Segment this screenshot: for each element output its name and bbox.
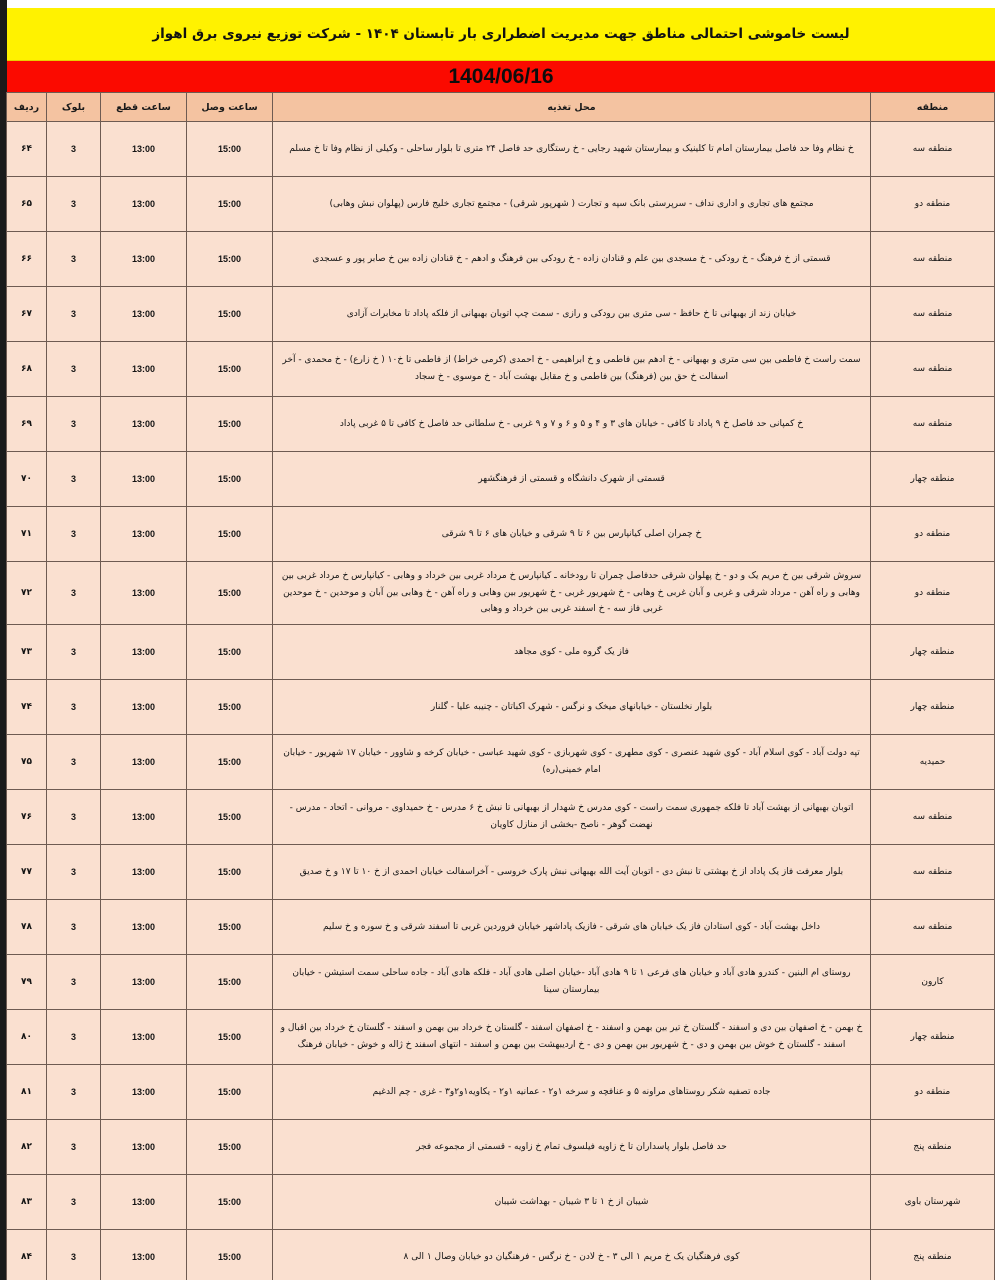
table-body bbox=[7, 122, 995, 1280]
row-cut-time: 13:00 bbox=[101, 342, 187, 397]
row-restore-time: 15:00 bbox=[187, 287, 273, 342]
row-description: اتوبان بهبهانی از بهشت آباد تا فلکه جمهوری سمت راست - کوی مدرس خ شهدار از بهبهانی تا نبش خ ۶ مدرس - خ حمیداوی - مروانی - اتحاد - مدرس - نهضت گوهر - ناصح -بخشی از منازل کاویان bbox=[273, 789, 871, 844]
row-restore-time: 15:00 bbox=[187, 1064, 273, 1119]
row-number: ۶۷ bbox=[7, 287, 47, 342]
row-number: ۷۰ bbox=[7, 452, 47, 507]
row-restore-time: 15:00 bbox=[187, 1229, 273, 1280]
row-restore-time: 15:00 bbox=[187, 789, 273, 844]
row-restore-time: 15:00 bbox=[187, 1174, 273, 1229]
row-description: روستای ام البنین - کندرو هادی آباد و خیابان های فرعی ۱ تا ۹ هادی آباد -خیابان اصلی هادی آباد - فلکه هادی آباد - جاده ساحلی سمت استیشن - خیابان بیمارستان سینا bbox=[273, 954, 871, 1009]
row-restore-time: 15:00 bbox=[187, 507, 273, 562]
row-region: منطقه سه bbox=[871, 232, 995, 287]
row-restore-time: 15:00 bbox=[187, 562, 273, 625]
column-header-region: منطقه bbox=[871, 93, 995, 122]
row-block: 3 bbox=[47, 1064, 101, 1119]
row-cut-time: 13:00 bbox=[101, 397, 187, 452]
row-restore-time: 15:00 bbox=[187, 452, 273, 507]
table-row bbox=[7, 789, 995, 844]
row-block: 3 bbox=[47, 287, 101, 342]
row-restore-time: 15:00 bbox=[187, 232, 273, 287]
row-block: 3 bbox=[47, 562, 101, 625]
row-cut-time: 13:00 bbox=[101, 679, 187, 734]
row-cut-time: 13:00 bbox=[101, 734, 187, 789]
row-cut-time: 13:00 bbox=[101, 232, 187, 287]
row-description: بلوار معرفت فاز یک پاداد از خ بهشتی تا نبش دی - اتوبان آیت الله بهبهانی نبش پارک خروسی - آخراسفالت خیابان احمدی از خ ۱۰ تا ۱۷ و خ صدیق bbox=[273, 844, 871, 899]
title-banner bbox=[7, 8, 995, 60]
row-region: منطقه چهار bbox=[871, 452, 995, 507]
row-block: 3 bbox=[47, 679, 101, 734]
row-block: 3 bbox=[47, 1009, 101, 1064]
row-block: 3 bbox=[47, 232, 101, 287]
row-description: خ کمپانی حد فاصل خ ۹ پاداد تا کافی - خیابان های ۳ و ۴ و ۵ و ۶ و ۷ و ۹ غربی - خ سلطانی حد فاصل خ کافی تا ۵ غربی پاداد bbox=[273, 397, 871, 452]
row-description: تپه دولت آباد - کوی اسلام آباد - کوی شهید عنصری - کوی مطهری - کوی شهربازی - کوی شهید عباسی - خیابان کرخه و شاوور - خیابان ۱۷ شهریور - خیابان امام خمینی(ره) bbox=[273, 734, 871, 789]
row-number: ۷۷ bbox=[7, 844, 47, 899]
table-row bbox=[7, 232, 995, 287]
row-region: منطقه سه bbox=[871, 122, 995, 177]
row-cut-time: 13:00 bbox=[101, 562, 187, 625]
row-description: فاز یک گروه ملی - کوی مجاهد bbox=[273, 624, 871, 679]
row-description: شیبان از خ ۱ تا ۳ شیبان - بهداشت شیبان bbox=[273, 1174, 871, 1229]
row-description: خ چمران اصلی کیانپارس بین ۶ تا ۹ شرقی و خیابان های ۶ تا ۹ شرقی bbox=[273, 507, 871, 562]
table-row bbox=[7, 1229, 995, 1280]
table-row bbox=[7, 287, 995, 342]
row-restore-time: 15:00 bbox=[187, 624, 273, 679]
row-number: ۶۴ bbox=[7, 122, 47, 177]
row-description: سمت راست خ فاطمی بین سی متری و بهبهانی - خ ادهم بین فاطمی و خ ابراهیمی - خ احمدی (کرمی خراط) از فاطمی تا خ۱۰ ( خ زارع) - خ محمدی - آخر اسفالت خ حق بین (فرهنگ) بین فاطمی و خ مقابل بهشت آباد - خ موسوی - خ سجاد bbox=[273, 342, 871, 397]
row-cut-time: 13:00 bbox=[101, 899, 187, 954]
table-row bbox=[7, 1009, 995, 1064]
row-cut-time: 13:00 bbox=[101, 122, 187, 177]
row-region: شهرستان باوی bbox=[871, 1174, 995, 1229]
row-region: منطقه دو bbox=[871, 562, 995, 625]
row-region: منطقه سه bbox=[871, 844, 995, 899]
row-number: ۷۹ bbox=[7, 954, 47, 1009]
column-header-restore-time: ساعت وصل bbox=[187, 93, 273, 122]
row-region: منطقه سه bbox=[871, 397, 995, 452]
row-description: حد فاصل بلوار پاسداران تا خ زاویه فیلسوف تمام خ زاویه - قسمتی از مجموعه فجر bbox=[273, 1119, 871, 1174]
row-number: ۶۹ bbox=[7, 397, 47, 452]
schedule-sheet bbox=[7, 8, 995, 1280]
row-region: منطقه دو bbox=[871, 177, 995, 232]
date-banner bbox=[7, 60, 995, 92]
column-header-cut-time: ساعت قطع bbox=[101, 93, 187, 122]
row-restore-time: 15:00 bbox=[187, 397, 273, 452]
row-cut-time: 13:00 bbox=[101, 1119, 187, 1174]
row-block: 3 bbox=[47, 342, 101, 397]
row-region: منطقه دو bbox=[871, 1064, 995, 1119]
row-region: منطقه پنج bbox=[871, 1119, 995, 1174]
outage-table bbox=[6, 92, 995, 1280]
row-description: جاده تصفیه شکر روستاهای مراونه ۵ و عنافچه و سرخه ۱و۲ - عمانیه ۱و۲ - یکاویه۱و۲و۳ - غزی - چم الدغیم bbox=[273, 1064, 871, 1119]
row-number: ۸۱ bbox=[7, 1064, 47, 1119]
row-block: 3 bbox=[47, 789, 101, 844]
row-region: منطقه چهار bbox=[871, 679, 995, 734]
row-description: سروش شرقی بین خ مریم یک و دو - خ پهلوان شرقی حدفاصل چمران تا رودخانه ـ کیانپارس خ مرداد غربی بین خرداد و وهابی - کیانپارس خ مرداد غربی بین وهابی و راه آهن - مرداد شرقی و غربی و آبان غربی خ وهابی - خ شهریور غربی - خ شهریور بین وهابی و راه آهن - خ وهابی بین آبان و موحدین - خ موحدین غربی فاز سه - خ اسفند غربی بین خرداد و وهابی bbox=[273, 562, 871, 625]
table-row bbox=[7, 844, 995, 899]
row-block: 3 bbox=[47, 1174, 101, 1229]
row-number: ۷۶ bbox=[7, 789, 47, 844]
row-cut-time: 13:00 bbox=[101, 287, 187, 342]
table-row bbox=[7, 899, 995, 954]
row-cut-time: 13:00 bbox=[101, 177, 187, 232]
row-block: 3 bbox=[47, 507, 101, 562]
table-row bbox=[7, 1064, 995, 1119]
row-region: منطقه چهار bbox=[871, 1009, 995, 1064]
table-row bbox=[7, 624, 995, 679]
row-block: 3 bbox=[47, 844, 101, 899]
table-row bbox=[7, 342, 995, 397]
column-header-block: بلوک bbox=[47, 93, 101, 122]
row-cut-time: 13:00 bbox=[101, 1064, 187, 1119]
table-row bbox=[7, 177, 995, 232]
row-description: بلوار نخلستان - خیابانهای میخک و نرگس - شهرک اکباتان - چنیبه علیا - گلنار bbox=[273, 679, 871, 734]
row-description: قسمتی از خ فرهنگ - خ رودکی - خ مسجدی بین علم و قنادان زاده - خ رودکی بین فرهنگ و ادهم - خ قنادان زاده بین خ صابر پور و عسجدی bbox=[273, 232, 871, 287]
row-restore-time: 15:00 bbox=[187, 177, 273, 232]
row-block: 3 bbox=[47, 624, 101, 679]
row-block: 3 bbox=[47, 734, 101, 789]
row-block: 3 bbox=[47, 899, 101, 954]
row-number: ۶۵ bbox=[7, 177, 47, 232]
row-restore-time: 15:00 bbox=[187, 1009, 273, 1064]
row-block: 3 bbox=[47, 1119, 101, 1174]
row-region: منطقه سه bbox=[871, 789, 995, 844]
row-cut-time: 13:00 bbox=[101, 507, 187, 562]
row-number: ۷۸ bbox=[7, 899, 47, 954]
row-description: داخل بهشت آباد - کوی استادان فاز یک خیابان های شرقی - فازیک پاداشهر خیابان فروردین غربی تا اسفند شرقی و خ سوره و خ سلیم bbox=[273, 899, 871, 954]
row-description: قسمتی از شهرک دانشگاه و قسمتی از فرهنگشهر bbox=[273, 452, 871, 507]
row-restore-time: 15:00 bbox=[187, 899, 273, 954]
row-restore-time: 15:00 bbox=[187, 954, 273, 1009]
row-region: منطقه دو bbox=[871, 507, 995, 562]
row-number: ۸۰ bbox=[7, 1009, 47, 1064]
row-number: ۷۱ bbox=[7, 507, 47, 562]
row-number: ۷۲ bbox=[7, 562, 47, 625]
row-cut-time: 13:00 bbox=[101, 1229, 187, 1280]
row-restore-time: 15:00 bbox=[187, 679, 273, 734]
row-region: منطقه پنج bbox=[871, 1229, 995, 1280]
row-block: 3 bbox=[47, 954, 101, 1009]
table-row bbox=[7, 397, 995, 452]
row-block: 3 bbox=[47, 397, 101, 452]
row-cut-time: 13:00 bbox=[101, 789, 187, 844]
row-number: ۶۶ bbox=[7, 232, 47, 287]
row-number: ۷۴ bbox=[7, 679, 47, 734]
schedule-date: 1404/06/16 bbox=[448, 64, 554, 88]
row-cut-time: 13:00 bbox=[101, 1009, 187, 1064]
table-row bbox=[7, 1119, 995, 1174]
row-restore-time: 15:00 bbox=[187, 844, 273, 899]
table-row bbox=[7, 507, 995, 562]
table-row bbox=[7, 1174, 995, 1229]
column-header-description: محل تغذیه bbox=[273, 93, 871, 122]
row-block: 3 bbox=[47, 452, 101, 507]
row-cut-time: 13:00 bbox=[101, 954, 187, 1009]
row-restore-time: 15:00 bbox=[187, 1119, 273, 1174]
row-restore-time: 15:00 bbox=[187, 122, 273, 177]
row-block: 3 bbox=[47, 122, 101, 177]
row-cut-time: 13:00 bbox=[101, 452, 187, 507]
page-title: لیست خاموشی احتمالی مناطق جهت مدیریت اضطراری بار تابستان ۱۴۰۴ - شرکت توزیع نیروی برق اهواز bbox=[152, 25, 850, 42]
row-description: خیابان زند از بهبهانی تا خ حافظ - سی متری بین رودکی و رازی - سمت چپ اتوبان بهبهانی از فلکه پاداد تا مخابرات آزادی bbox=[273, 287, 871, 342]
row-description: خ بهمن - خ اصفهان بین دی و اسفند - گلستان خ تیر بین بهمن و اسفند - خ اصفهان اسفند - گلستان خ خرداد بین بهمن و اسفند - گلستان خ خرداد بین اقبال و اسفند - گلستان خ خوش بین بهمن و دی - خ شهریور بین بهمن و دی - خ اردیبهشت بین بهمن و اسفند - انتهای اسفند خ ژاله و خوش - خیابان فرهنگ bbox=[273, 1009, 871, 1064]
row-region: کارون bbox=[871, 954, 995, 1009]
row-number: ۷۵ bbox=[7, 734, 47, 789]
row-block: 3 bbox=[47, 1229, 101, 1280]
table-row bbox=[7, 679, 995, 734]
row-number: ۸۳ bbox=[7, 1174, 47, 1229]
row-description: کوی فرهنگیان یک خ مریم ۱ الی ۳ - خ لادن - خ نرگس - فرهنگیان دو خیابان وصال ۱ الی ۸ bbox=[273, 1229, 871, 1280]
row-number: ۷۳ bbox=[7, 624, 47, 679]
table-row bbox=[7, 122, 995, 177]
row-restore-time: 15:00 bbox=[187, 342, 273, 397]
row-number: ۶۸ bbox=[7, 342, 47, 397]
table-row bbox=[7, 562, 995, 625]
row-cut-time: 13:00 bbox=[101, 1174, 187, 1229]
table-header-row bbox=[7, 93, 995, 122]
row-region: منطقه چهار bbox=[871, 624, 995, 679]
table-row bbox=[7, 734, 995, 789]
table-header bbox=[7, 93, 995, 122]
row-block: 3 bbox=[47, 177, 101, 232]
table-row bbox=[7, 954, 995, 1009]
row-description: مجتمع های تجاری و اداری نداف - سرپرستی بانک سپه و تجارت ( شهرپور شرقی) - مجتمع تجاری خلیج فارس (پهلوان نبش وهابی) bbox=[273, 177, 871, 232]
row-region: منطقه سه bbox=[871, 899, 995, 954]
row-description: خ نظام وفا حد فاصل بیمارستان امام تا کلینیک و بیمارستان شهید رجایی - خ رستگاری حد فاصل ۲۴ متری تا بلوار ساحلی - وکیلی از نظام وفا تا خ مسلم bbox=[273, 122, 871, 177]
row-number: ۸۲ bbox=[7, 1119, 47, 1174]
table-row bbox=[7, 452, 995, 507]
row-region: منطقه سه bbox=[871, 342, 995, 397]
row-region: حمیدیه bbox=[871, 734, 995, 789]
row-cut-time: 13:00 bbox=[101, 844, 187, 899]
column-header-row-number: ردیف bbox=[7, 93, 47, 122]
row-number: ۸۴ bbox=[7, 1229, 47, 1280]
row-cut-time: 13:00 bbox=[101, 624, 187, 679]
row-region: منطقه سه bbox=[871, 287, 995, 342]
row-restore-time: 15:00 bbox=[187, 734, 273, 789]
